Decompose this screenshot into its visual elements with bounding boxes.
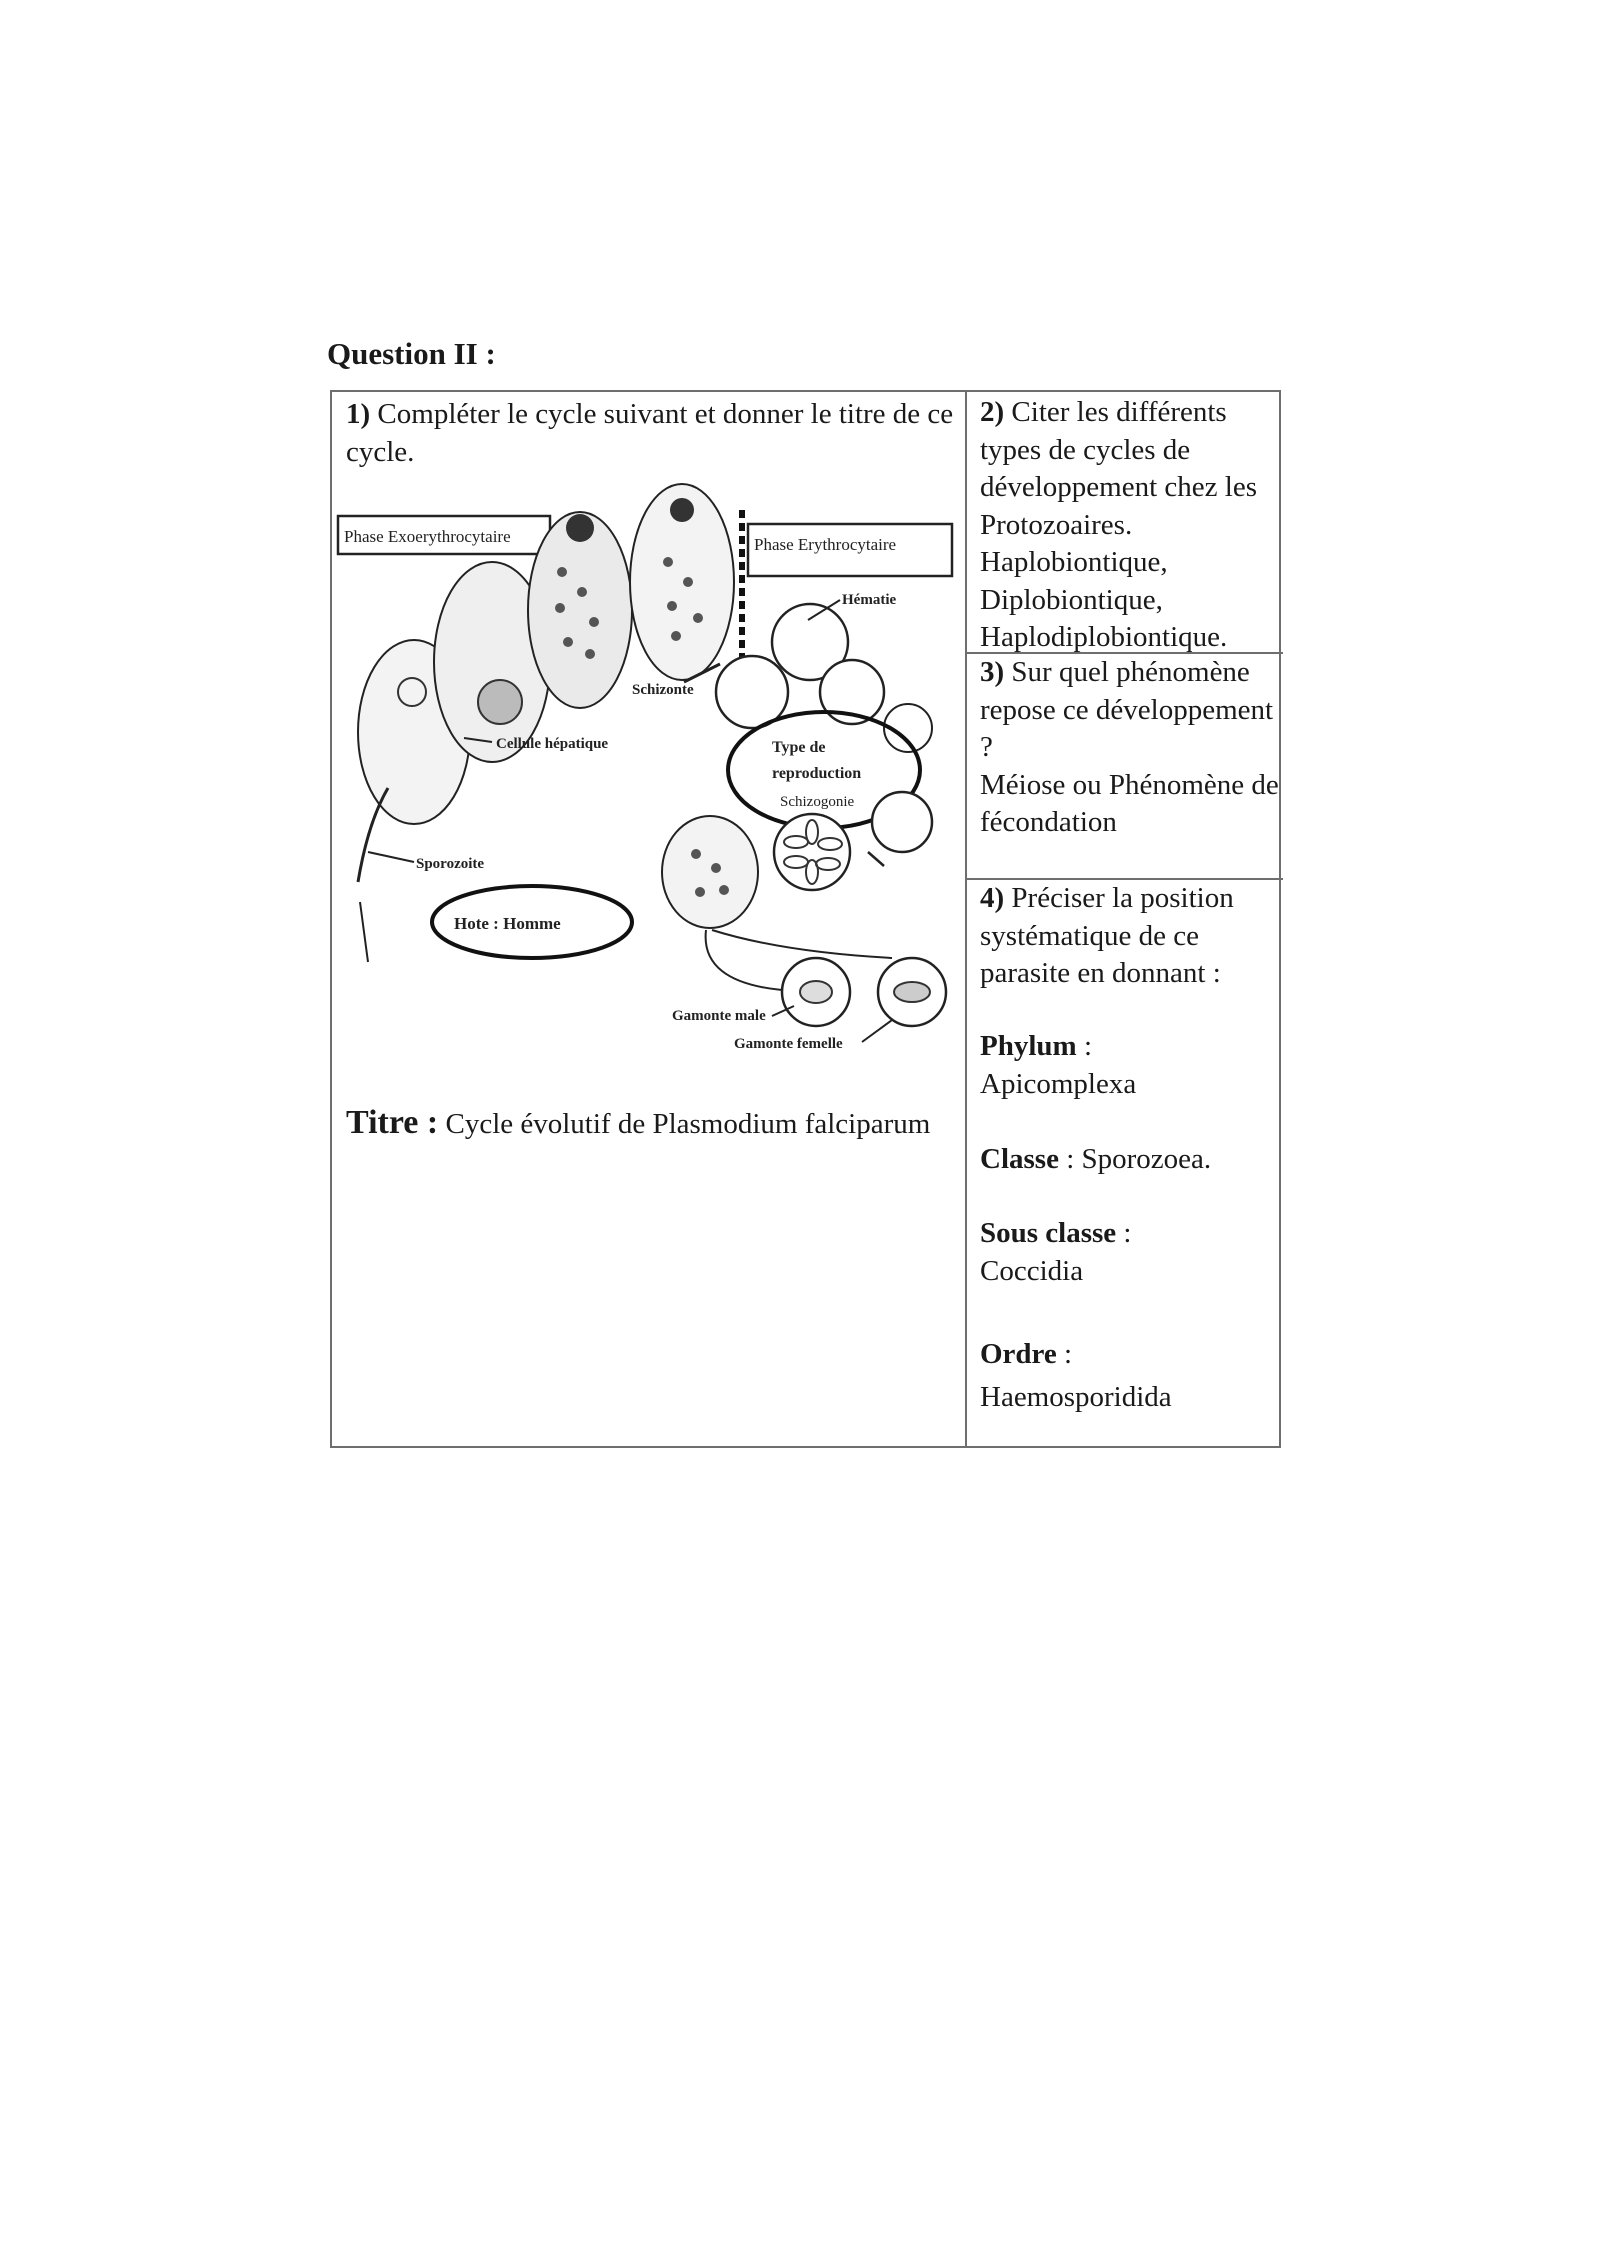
cycle-arrow xyxy=(868,852,884,866)
plasmodium-cycle-diagram xyxy=(332,392,965,1092)
titre-label: Titre : xyxy=(346,1104,439,1141)
classe-block: Classe : Sporozoea. xyxy=(980,1143,1212,1175)
question-2-number: 2) xyxy=(980,396,1005,428)
phylum-value: Apicomplexa xyxy=(980,1067,1137,1100)
q2-answer-2: Diplobiontique, xyxy=(980,583,1163,616)
reproduction-label: reproduction xyxy=(772,765,862,782)
schizont-nucleus-2 xyxy=(670,498,694,522)
question-4-number: 4) xyxy=(980,882,1005,914)
sporozoite-label: Sporozoite xyxy=(416,856,485,872)
question-3-text: Sur quel phénomène repose ce développement ? xyxy=(980,656,1274,763)
titre-text: Cycle évolutif de Plasmodium falciparum xyxy=(445,1108,931,1140)
blood-schizont-1 xyxy=(662,816,758,928)
question-1-text: Compléter le cycle suivant et donner le titre de ce cycle. xyxy=(346,398,954,468)
ordre-label: Ordre xyxy=(980,1338,1057,1370)
hematie-label: Hématie xyxy=(842,592,897,608)
question-2-text: Citer les différents types de cycles de développement chez les Protozoaires. xyxy=(980,396,1257,541)
q2-answer-1: Haplobiontique, xyxy=(980,546,1168,578)
sporozoite-arrow xyxy=(368,852,414,862)
hote-label: Hote : Homme xyxy=(454,914,561,933)
sous-classe-label: Sous classe xyxy=(980,1217,1117,1249)
question-2 xyxy=(980,394,1280,657)
schizonte-label: Schizonte xyxy=(632,682,694,698)
question-3-number: 3) xyxy=(980,656,1005,688)
question-title: Question II : xyxy=(327,336,496,371)
gamonte-femelle-body xyxy=(894,982,930,1002)
hepatic-nucleus-2 xyxy=(478,680,522,724)
ordre-block: Ordre : Haemosporidida xyxy=(980,1338,1172,1413)
question-3 xyxy=(980,654,1280,842)
question-4 xyxy=(980,880,1280,993)
question-table xyxy=(330,390,1281,1448)
cellule-hepatique-label: Cellule hépatique xyxy=(496,736,609,752)
ordre-value: Haemosporidida xyxy=(980,1381,1172,1413)
question-4-text: Préciser la position systématique de ce parasite en donnant : xyxy=(980,882,1234,989)
type-de-label: Type de xyxy=(772,739,826,756)
ring-cell xyxy=(872,792,932,852)
rosette-cell xyxy=(774,814,850,890)
q2-answer-3: Haplodiplobiontique. xyxy=(980,621,1228,653)
schizogonie-label: Schizogonie xyxy=(780,794,855,810)
gamonte-male-label: Gamonte male xyxy=(672,1008,766,1024)
sous-classe-block: Sous classe : Coccidia xyxy=(980,1217,1132,1287)
phase-ery-label: Phase Erythrocytaire xyxy=(754,535,897,554)
gamonte-male-body xyxy=(800,981,832,1003)
classe-label: Classe xyxy=(980,1143,1059,1175)
classe-value: Sporozoea. xyxy=(1081,1143,1212,1175)
phylum-block: Phylum : Apicomplexa xyxy=(980,1030,1137,1100)
schizont-nucleus-1 xyxy=(566,514,594,542)
question-1-number: 1) xyxy=(346,398,371,430)
titre-block xyxy=(346,1104,956,1143)
sous-classe-value: Coccidia xyxy=(980,1254,1084,1287)
entry-arrow xyxy=(360,902,368,962)
gamonte-femelle-arrow xyxy=(862,1020,892,1042)
gamonte-arrow-2 xyxy=(712,930,892,958)
column-divider xyxy=(965,392,967,1446)
phase-exo-label: Phase Exoerythrocytaire xyxy=(344,527,511,546)
gamonte-femelle-label: Gamonte femelle xyxy=(734,1036,843,1052)
phylum-label: Phylum xyxy=(980,1030,1077,1062)
q3-answer: Méiose ou Phénomène de fécondation xyxy=(980,768,1279,838)
